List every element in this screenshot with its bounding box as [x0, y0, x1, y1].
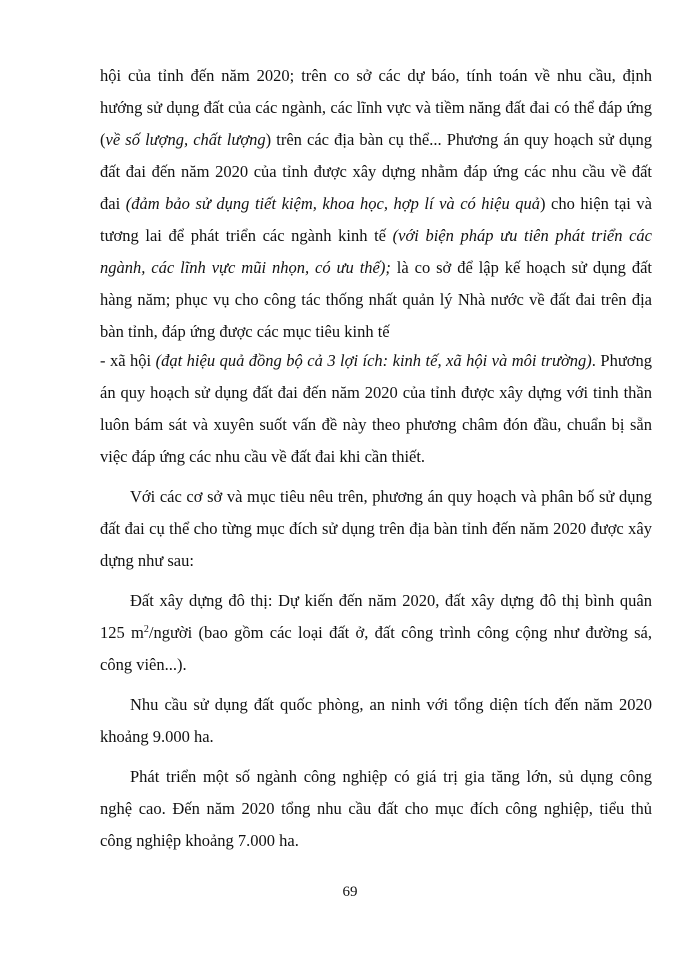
text-line — [130, 589, 652, 613]
text-line — [100, 349, 652, 373]
text-run: luôn bám sát và xuyên suốt vấn đề này theo phương châm đón đầu, chuẩn bị sẵn — [100, 415, 652, 434]
text-run: ) trên các địa bàn cụ thể... Phương án quy hoạch sử dụng — [265, 130, 652, 149]
text-line — [100, 549, 652, 573]
text-line — [100, 653, 652, 677]
text-line — [100, 256, 652, 280]
text-line — [100, 517, 652, 541]
text-line — [100, 621, 652, 645]
text-run: (đảm bảo sử dụng tiết kiệm, khoa học, hợp lí và có hiệu quả — [125, 194, 541, 213]
text-line — [100, 829, 652, 853]
text-run: hàng năm; phục vụ cho công tác thống nhất quản lý Nhà nước về đất đai trên địa — [100, 290, 652, 309]
text-run: (đạt hiệu quả đồng bộ cả 3 lợi ích: kinh tế, xã hội và môi trường) — [155, 351, 592, 370]
text-run: Với các cơ sở và mục tiêu nêu trên, phương án quy hoạch và phân bố sử dụng — [130, 487, 652, 506]
text-run: 125 m — [100, 623, 144, 642]
text-run: Nhu cầu sử dụng đất quốc phòng, an ninh với tổng diện tích đến năm 2020 — [130, 695, 652, 714]
text-line — [100, 224, 652, 248]
text-run: ( — [100, 130, 106, 149]
text-run: dựng như sau: — [100, 551, 194, 570]
text-run: nghệ cao. Đến năm 2020 tổng nhu cầu đất cho mục đích công nghiệp, tiểu thủ — [100, 799, 652, 818]
text-run: Phát triển một số ngành công nghiệp có giá trị gia tăng lớn, sủ dụng công — [130, 767, 652, 786]
text-line — [100, 725, 652, 749]
text-line — [100, 320, 652, 344]
text-line — [130, 693, 652, 717]
text-run: tương lai để phát triển các ngành kinh tế — [100, 226, 393, 245]
text-run: bàn tỉnh, đáp ứng được các mục tiêu kinh tế — [100, 322, 390, 341]
text-run: ngành, các lĩnh vực mũi nhọn, có ưu thế); — [100, 258, 391, 277]
text-line — [100, 64, 652, 88]
text-line — [100, 128, 652, 152]
text-run: công nghiệp khoảng 7.000 ha. — [100, 831, 299, 850]
text-run: đai — [100, 194, 126, 213]
text-line — [100, 445, 652, 469]
text-run: khoảng 9.000 ha. — [100, 727, 214, 746]
text-run: án quy hoạch sử dụng đất đai đến năm 2020 của tỉnh được xây dựng với tinh thần — [100, 383, 652, 402]
text-run: (với biện pháp ưu tiên phát triển các — [392, 226, 652, 245]
text-line — [100, 192, 652, 216]
text-run: việc đáp ứng các nhu cầu về đất đai khi cần thiết. — [100, 447, 426, 466]
superscript: 2 — [143, 624, 149, 635]
text-line — [130, 765, 652, 789]
text-run: đất đai cụ thể cho từng mục đích sử dụng trên địa bàn tỉnh đến năm 2020 được xây — [100, 519, 652, 538]
text-run: /người (bao gồm các loại đất ở, đất công trình công cộng như đường sá, — [148, 623, 652, 642]
text-line — [100, 96, 652, 120]
text-run: Đất xây dựng đô thị: Dự kiến đến năm 2020, đất xây dựng đô thị bình quân — [130, 591, 652, 610]
text-line — [100, 381, 652, 405]
text-run: đất đai đến năm 2020 của tỉnh được xây dựng nhằm đáp ứng các nhu cầu về đất — [100, 162, 652, 181]
text-line — [100, 160, 652, 184]
text-run: ) cho hiện tại và — [540, 194, 652, 213]
text-run: công viên...). — [100, 655, 187, 674]
text-run: là co sở để lập kế hoạch sử dụng đất — [390, 258, 652, 277]
page-number: 69 — [342, 884, 358, 900]
text-line — [100, 288, 652, 312]
text-line — [100, 797, 652, 821]
text-line — [100, 413, 652, 437]
text-run: hội của tỉnh đến năm 2020; trên co sở các dự báo, tính toán về nhu cầu, định — [100, 66, 652, 85]
text-run: về số lượng, chất lượng — [105, 130, 266, 149]
text-line — [130, 485, 652, 509]
text-run: . Phương — [591, 351, 652, 370]
text-run: - xã hội — [100, 351, 156, 370]
text-run: hướng sử dụng đất của các ngành, các lĩnh vực và tiềm năng đất đai có thể đáp ứng — [100, 98, 652, 117]
